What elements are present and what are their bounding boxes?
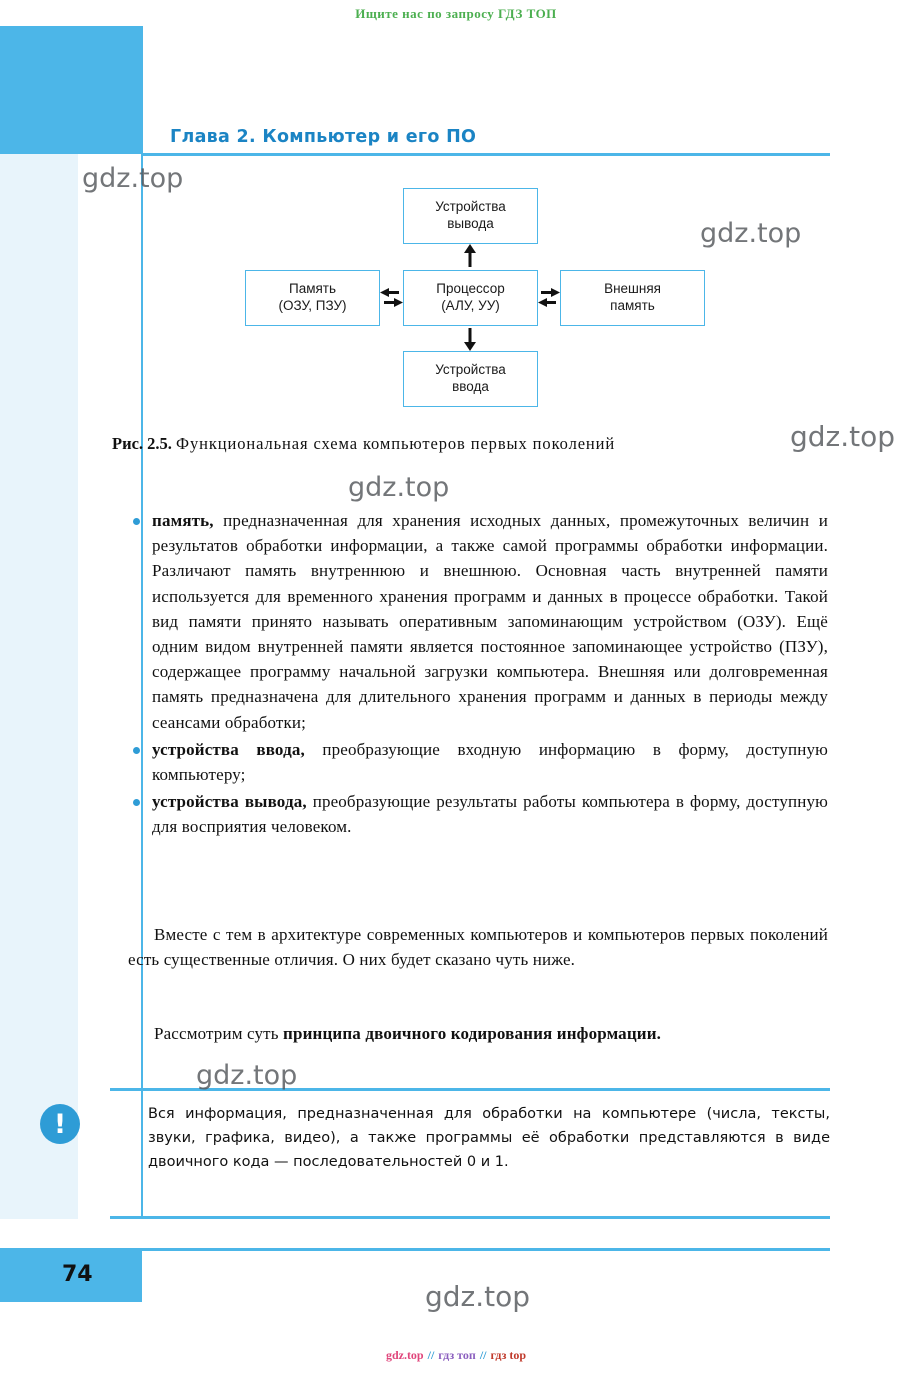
list-item-text: преобразующие результаты работы компьютера в форму, доступную для восприятия человеком. [152,792,828,837]
diagram-box-input-devices [403,351,538,407]
watermark-footer-a: gdz.top [385,1348,424,1362]
diagram-box-input-line1: Устройства [435,362,506,378]
list-item-lead: устройства ввода, [152,739,305,759]
list-item-text: преобразующие входную информацию в форму, доступную компьютеру; [152,739,829,785]
diagram-box-input-line2: ввода [452,379,489,394]
watermark-footer-c: гдз top [490,1348,527,1362]
diagram-box-external-line2: память [610,298,655,313]
paragraph-2-bold: принципа двоичного кодирования информации. [283,1024,662,1043]
callout-top-rule [110,1088,830,1091]
decorative-side-strip [0,154,78,1219]
figure-caption [112,434,812,454]
watermark-footer-sep: // [427,1348,435,1362]
diagram-box-external-memory [560,270,705,326]
watermark-text: gdz.top [700,218,802,249]
decorative-corner-block [0,26,142,154]
figure-caption-text: Функциональная схема компьютеров первых поколений [176,434,616,453]
arrow-memory-processor-icon [380,288,403,308]
arrow-processor-external-icon [538,288,560,308]
callout-text: Вся информация, предназначенная для обработки на компьютере (числа, тексты, звуки, графика, видео), а также программы её обработки представляются в виде двоичного кода — последовательностей 0 и 1. [148,1106,830,1170]
exclamation-icon: ! [40,1104,80,1144]
watermark-text: gdz.top [82,163,184,194]
figure-number: Рис. 2.5. [112,434,172,453]
diagram-box-output-devices [403,188,538,244]
watermark-footer [0,1348,912,1363]
bullet-list [128,508,828,842]
paragraph-2-lead: Рассмотрим суть [154,1024,284,1043]
diagram-box-processor-line1: Процессор [436,281,505,297]
bullet-dot-icon [133,799,140,806]
diagram-box-memory [245,270,380,326]
arrow-processor-to-output-icon [464,244,476,270]
chapter-underline [141,153,830,156]
list-item-text: предназначенная для хранения исходных данных, промежуточных величин и результатов обработки информации, а также самой программы обработки информации. Различают память внутреннюю и внешнюю. Основная часть внутренней памяти используется для временного хранения программ и данных в процессе обработки. Такой вид памяти принято называть оперативным запоминающим устройством (ОЗУ). Ещё одним видом внутренней памяти является постоянное запоминающее устройство (ПЗУ), содержащее программу начальной загрузки компьютера. Внешняя или долговременная память предназначена для длительного хранения программ и данных в периоды между сеансами обработки; [152,511,828,732]
body-paragraph-2 [128,1021,828,1046]
list-item [128,789,828,839]
diagram-box-output-line2: вывода [447,216,494,231]
callout-bottom-rule [110,1216,830,1219]
diagram-box-memory-line2: (ОЗУ, ПЗУ) [278,298,347,313]
list-item-lead: устройства вывода, [152,792,307,812]
diagram-box-memory-line1: Память [288,281,337,297]
watermark-text: gdz.top [348,472,450,503]
body-paragraph-1: Вместе с тем в архитектуре современных компьютеров и компьютеров первых поколений есть существенные отличия. О них будет сказано чуть ниже. [128,925,828,970]
list-item [128,508,828,735]
watermark-footer-sep2: // [479,1348,487,1362]
bullet-dot-icon [133,518,140,525]
watermark-text: gdz.top [425,1280,531,1313]
page-number: 74 [62,1262,93,1287]
list-item [128,737,828,787]
diagram-box-processor-line2: (АЛУ, УУ) [441,298,500,313]
watermark-text: gdz.top [196,1060,298,1091]
bullet-dot-icon [133,747,140,754]
watermark-text: gdz.top [790,420,896,453]
diagram-box-processor [403,270,538,326]
watermark-top-banner: Ищите нас по запросу ГДЗ ТОП [355,6,557,21]
list-item-lead: память, [152,511,214,530]
watermark-footer-b: гдз топ [438,1348,476,1362]
arrow-processor-to-input-icon [464,326,476,351]
diagram-box-output-line1: Устройства [435,199,506,215]
page-footer-rule [142,1248,830,1251]
chapter-title: Глава 2. Компьютер и его ПО [170,127,477,147]
figure-diagram [240,188,710,408]
diagram-box-external-line1: Внешняя [604,281,661,297]
